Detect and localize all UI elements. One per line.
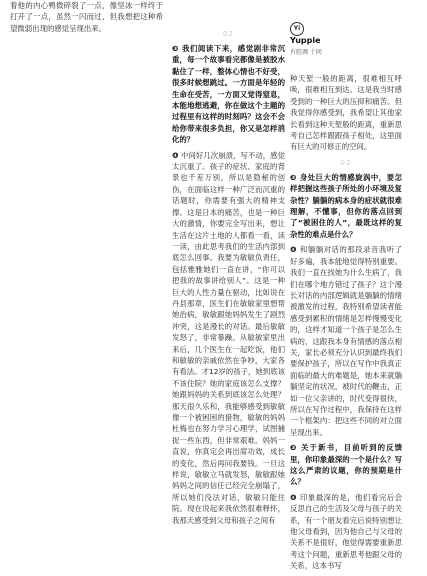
answer: ❹ 中间好几次崩溃，写不动，感觉太沉重了。孩子的症状、家庭的背景也千差万别，所以是隐秘的创伤，在面临这样一种广泛而沉重的话题时，你需要有强大的精神支撑。这是日本的痛苦，也是一种巨大的激情，你要完全写出来，想让生活在这片土地的人都看一看，读一读，由此思考我们的生活内部到底怎么回事。我要为敏敏负责任，包括雅雅她们一直在讲，“你可以把我的故事讲给别人”。这是一种巨大的人性力量在驱动，比如说在丹县那章，医生们在敏敏家里想帮她治病，敏敏跟她妈妈发生了剧烈冲突，这是漫长的对话。最后敏敏发怒了，非常暴躁。从敏敏家里出来后，几个医生在一起吃饭，他们和敏敏的亲戚依然在争吵，大家各有看法。才12岁的孩子，她到底该不该住院？她的家庭该怎么支撑？她跟妈妈的关系到底该怎么处理？那天很久乐和，我能够感受到敏敏像一个被困困的猎物，敏敏的妈妈杜梅也在努力学习心理学，试图捕捉一些东西，但非常艰难。妈妈一直说，你真定会再出席功效，成长的变化，然后再问我要钱。一旦这样说，敏敏立马就发怒，敏敏跟她妈妈之间的信任已经完全崩塌了，所以她们没法对话，敏敏只能住院。现在说起来我依然很难释怀，我那天感受到父母和孩子之间有: [172, 150, 285, 525]
answer: ❹ 印象最深的是，他们看完后会反思自己的生活及父母与孩子的关系，有一个朋友看完后说特别想让他父母看到，因为他自己与父母的关系不是很好，他觉得需要重新思考这个问题，重新思考他跟父母的关系，这本书写: [290, 492, 402, 571]
question: ❸ 身处巨大的情感旋涡中，要怎样把握这些孩子所处的小环境及复杂性？躺躺的病本身的症状就很难理解，不懂事，但你的落点回到了“被困住的人”，最既这样的复杂性的难点是什么？: [290, 172, 402, 239]
brand-logo: Yi: [290, 22, 304, 36]
right-column: [290, 73, 402, 576]
page-number: 02: [223, 30, 234, 38]
brand-header: [290, 22, 410, 62]
brand-subtitle: 有腔调 十问: [290, 49, 322, 56]
question: ❸ 关于新书，目前听到的反馈里，你印象最深的一个是什么？写这么严肃的议题，你的预期是什么？: [290, 443, 402, 487]
page-number: 02: [340, 158, 352, 167]
paragraph: 着他的内心鸭微碎裂了一点，像坚冰一样终于打开了一点，虽然一闪而过，但我想把这种希望微弱出现的感觉呈现出来。: [10, 1, 163, 33]
left-column: [10, 0, 163, 38]
question: ❸ 我们阅读下来，感觉剧非常沉重，每一个故事看完都像是被胶水黏住了一样，整体心情也不好受，很多时候想跳过。一方面是年轻的生命在受苦，一方面又觉得窒息，本能地想逃避，你在做这个主题的过程里有这样的时刻吗？这会不会给你带来很多负担，你又是怎样消化的？: [172, 44, 285, 145]
answer: ❹ 和躺躺对话的那段录音我听了好多遍，我本能地觉得特别重要。我们一直在找她为什么生病了，我们在哪个地方错过了孩子？这个漫长对话的内部逻辑就是躺躺的情绪被激发的过程，我特别希望读者能感受到累积的情绪是怎样慢慢变化的，这样才知道一个孩子是怎么生病的，这跟我本身有情感的落点相关，家长必须充分认识到最终我们要保护孩子，所以在写作中我真正面临的最大的难题是，她本来就躺躺坚定的状况，被时代的鞭击，正如一位父亲讲的，时代变得很快，所以在写作过程中，我保持在这样一个框架内：把这些不同的对立面呈现出来。: [290, 245, 402, 437]
answer-continued: 种天堑一般的距离，很难相互呼唤，很难相互到达。这是我当时感受到的一种巨大的压抑和痛苦。但我觉得你感受到，我希望让其他家长看到这种天堑般的距离，重新思考自己怎样跟跟孩子相处，这里面有巨大的可修正的空间。: [290, 74, 402, 152]
middle-column: [172, 24, 285, 530]
brand-name: Yuppie: [290, 36, 321, 45]
